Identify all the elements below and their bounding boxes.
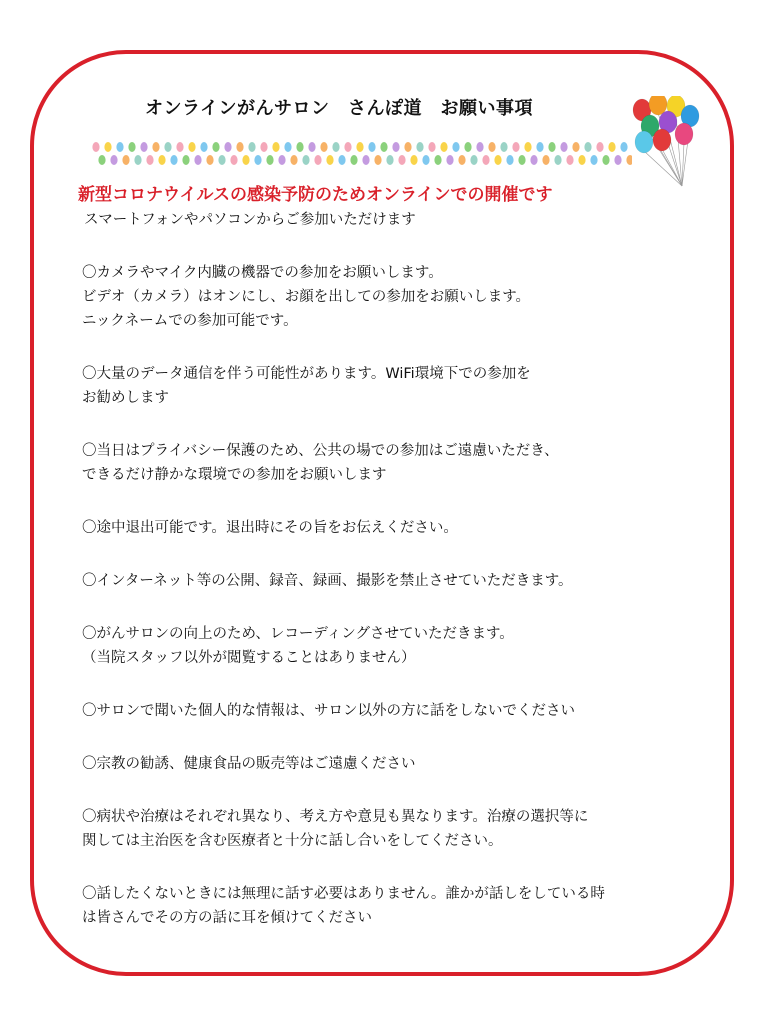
garland-dot	[182, 155, 189, 165]
request-item-recording: 〇がんサロンの向上のため、レコーディングさせていただきます。 （当院スタッフ以外が閲覧することはありません）	[82, 626, 514, 666]
dots-garland-icon	[92, 141, 632, 167]
request-item-listening: 〇話したくないときには無理に話す必要はありません。誰かが話しをしている時 は皆さんでその方の話に耳を傾けてください	[82, 886, 605, 926]
garland-dot	[152, 142, 159, 152]
garland-dot	[254, 155, 261, 165]
garland-dot	[224, 142, 231, 152]
garland-dot	[608, 142, 615, 152]
garland-dot	[236, 142, 243, 152]
subline-participation: スマートフォンやパソコンからご参加いただけます	[84, 212, 416, 228]
garland-dot	[500, 142, 507, 152]
garland-dot	[470, 155, 477, 165]
garland-dot	[92, 142, 99, 152]
garland-dot	[374, 155, 381, 165]
garland-dot	[614, 155, 621, 165]
garland-dot	[428, 142, 435, 152]
page-title: オンラインがんサロン さんぽ道 お願い事項	[145, 98, 533, 119]
garland-dot	[422, 155, 429, 165]
garland-dot	[518, 155, 525, 165]
garland-dot	[560, 142, 567, 152]
garland-dot	[110, 155, 117, 165]
garland-dot	[554, 155, 561, 165]
garland-dot	[344, 142, 351, 152]
garland-dot	[584, 142, 591, 152]
garland-dot	[320, 142, 327, 152]
garland-dot	[122, 155, 129, 165]
garland-dot	[326, 155, 333, 165]
garland-dot	[542, 155, 549, 165]
garland-dot	[620, 142, 627, 152]
balloon	[653, 129, 671, 151]
garland-dot	[530, 155, 537, 165]
garland-dot	[290, 155, 297, 165]
garland-dot	[488, 142, 495, 152]
garland-dot	[434, 155, 441, 165]
garland-dot	[260, 142, 267, 152]
garland-dot	[230, 155, 237, 165]
garland-dot	[410, 155, 417, 165]
garland-dot	[158, 155, 165, 165]
garland-dot	[356, 142, 363, 152]
garland-dot	[296, 142, 303, 152]
request-item-data: 〇大量のデータ通信を伴う可能性があります。WiFi環境下での参加を お勧めします	[82, 366, 531, 406]
garland-dot	[164, 142, 171, 152]
garland-dot	[242, 155, 249, 165]
garland-dot	[134, 155, 141, 165]
garland-dot	[188, 142, 195, 152]
balloons-icon	[630, 96, 704, 192]
garland-dot	[548, 142, 555, 152]
garland-dot	[104, 142, 111, 152]
garland-dot	[140, 142, 147, 152]
balloon	[675, 123, 693, 145]
garland-dot	[272, 142, 279, 152]
garland-dot	[284, 142, 291, 152]
balloon-string	[662, 149, 682, 186]
garland-dot	[476, 142, 483, 152]
balloon	[635, 131, 653, 153]
garland-dot	[332, 142, 339, 152]
garland-dot	[596, 142, 603, 152]
garland-dot	[404, 142, 411, 152]
garland-dot	[170, 155, 177, 165]
request-item-confidential: 〇サロンで聞いた個人的な情報は、サロン以外の方に話をしないでください	[82, 703, 575, 719]
request-item-privacy: 〇当日はプライバシー保護のため、公共の場での参加はご遠慮いただき、 できるだけ静かな環境での参加をお願いします	[82, 443, 559, 483]
garland-dot	[212, 142, 219, 152]
garland-dot	[416, 142, 423, 152]
garland-dot	[524, 142, 531, 152]
garland-dot	[362, 155, 369, 165]
garland-dot	[440, 142, 447, 152]
garland-dot	[98, 155, 105, 165]
garland-dot	[206, 155, 213, 165]
garland-dot	[248, 142, 255, 152]
garland-dot	[452, 142, 459, 152]
garland-dot	[494, 155, 501, 165]
garland-dot	[578, 155, 585, 165]
garland-dot	[566, 155, 573, 165]
garland-dot	[176, 142, 183, 152]
garland-dot	[314, 155, 321, 165]
garland-dot	[338, 155, 345, 165]
garland-dot	[116, 142, 123, 152]
garland-dot	[590, 155, 597, 165]
garland-dot	[278, 155, 285, 165]
garland-dot	[146, 155, 153, 165]
request-list	[82, 261, 722, 959]
garland-dot	[200, 142, 207, 152]
request-item-treatment: 〇病状や治療はそれぞれ異なり、考え方や意見も異なります。治療の選択等に 関しては主治医を含む医療者と十分に話し合いをしてください。	[82, 809, 589, 849]
garland-dot	[482, 155, 489, 165]
garland-dot	[458, 155, 465, 165]
request-item-camera: 〇カメラやマイク内臓の機器での参加をお願いします。 ビデオ（カメラ）はオンにし、お顔を出しての参加をお願いします。 ニックネームでの参加可能です。	[82, 265, 531, 329]
request-item-leave: 〇途中退出可能です。退出時にその旨をお伝えください。	[82, 520, 458, 536]
garland-dot	[218, 155, 225, 165]
garland-dot	[380, 142, 387, 152]
garland-dot	[464, 142, 471, 152]
garland-dot	[386, 155, 393, 165]
garland-dot	[350, 155, 357, 165]
garland-dot	[602, 155, 609, 165]
garland-dot	[536, 142, 543, 152]
garland-dot	[446, 155, 453, 165]
garland-dot	[368, 142, 375, 152]
request-item-recording-ban: 〇インターネット等の公開、録音、録画、撮影を禁止させていただきます。	[82, 573, 573, 589]
garland-dot	[194, 155, 201, 165]
garland-dot	[302, 155, 309, 165]
headline-notice: 新型コロナウイルスの感染予防のためオンラインでの開催です	[78, 185, 553, 205]
garland-dot	[398, 155, 405, 165]
garland-dot	[308, 142, 315, 152]
garland-dot	[512, 142, 519, 152]
garland-dot	[506, 155, 513, 165]
garland-dot	[392, 142, 399, 152]
garland-dot	[128, 142, 135, 152]
request-item-solicitation: 〇宗教の勧誘、健康食品の販売等はご遠慮ください	[82, 756, 416, 772]
garland-dot	[266, 155, 273, 165]
garland-dot	[572, 142, 579, 152]
